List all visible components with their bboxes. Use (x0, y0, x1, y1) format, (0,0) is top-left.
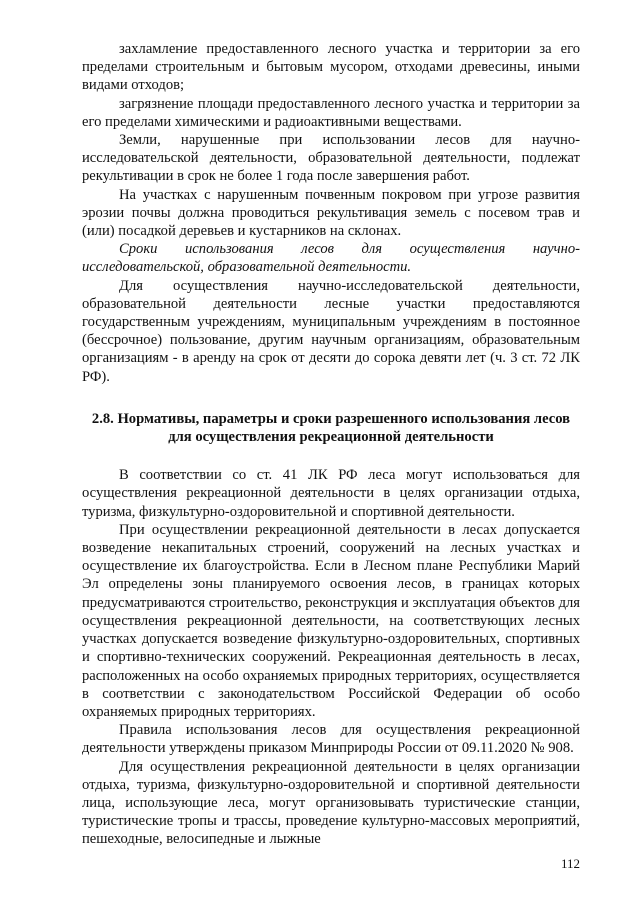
paragraph-terms-subheading: Сроки использования лесов для осуществления научно-исследовательской, образовательной деятельности. (82, 241, 580, 276)
paragraph-land-recultivation: Земли, нарушенные при использовании лесов для научно-исследовательской деятельности, образовательной деятельности, подлежат рекультивации в срок не более 1 года после завершения работ. (82, 132, 580, 185)
page-number: 112 (560, 856, 580, 871)
paragraph-waste-pollution: захламление предоставленного лесного участка и территории за его пределами строительным и бытовым мусором, отходами древесины, иными видами отходов; (82, 41, 580, 94)
paragraph-article-41: В соответствии со ст. 41 ЛК РФ леса могут использоваться для осуществления рекреационной деятельности в целях организации отдыха, туризма, физкультурно-оздоровительной и спортивной деятельности. (82, 467, 580, 520)
paragraph-chemical-pollution: загрязнение площади предоставленного лесного участка и территории за его пределами химическими и радиоактивными веществами. (82, 95, 580, 130)
paragraph-rules-order: Правила использования лесов для осуществления рекреационной деятельности утверждены приказом Минприроды России от 09.11.2020 № 908. (82, 722, 580, 757)
paragraph-recreational-organization: Для осуществления рекреационной деятельности в целях организации отдыха, туризма, физкультурно-оздоровительной и спортивной деятельности лица, использующие леса, могут организовывать туристические станции, туристические тропы и трассы, проведение культурно-массовых мероприятий, пешеходные, велосипедные и лыжные (82, 758, 580, 848)
paragraph-recreational-structures: При осуществлении рекреационной деятельности в лесах допускается возведение некапитальных строений, сооружений на лесных участках и осуществление их благоустройства. Если в Лесном плане Республики Марий Эл определены зоны планируемого освоения лесов, в границах которых предусматриваются строительство, реконструкция и эксплуатация объектов для осуществления рекреационной деятельности, на соответствующих лесных участках допускается возведение физкультурно-оздоровительных, спортивных и спортивно-технических сооружений. Рекреационная деятельность в лесах, расположенных на особо охраняемых природных территориях, осуществляется в соответствии с законодательством Российской Федерации об особо охраняемых природных территориях. (82, 521, 580, 720)
section-heading: 2.8. Нормативы, параметры и сроки разрешенного использования лесов для осуществления рекреационной деятельности (91, 410, 571, 446)
paragraph-erosion: На участках с нарушенным почвенным покровом при угрозе развития эрозии почвы должна проводиться рекультивация земель с посевом трав и (или) посадкой деревьев и кустарников на склонах. (82, 186, 580, 240)
page-content (82, 40, 580, 849)
paragraph-lease-terms: Для осуществления научно-исследовательской деятельности, образовательной деятельности лесные участки предоставляются государственным учреждениям, муниципальным учреждениям в постоянное (бессрочное) пользование, другим научным организациям, образовательным организациям - в аренду на срок от десяти до сорока девяти лет (ч. 3 ст. 72 ЛК РФ). (82, 277, 580, 385)
